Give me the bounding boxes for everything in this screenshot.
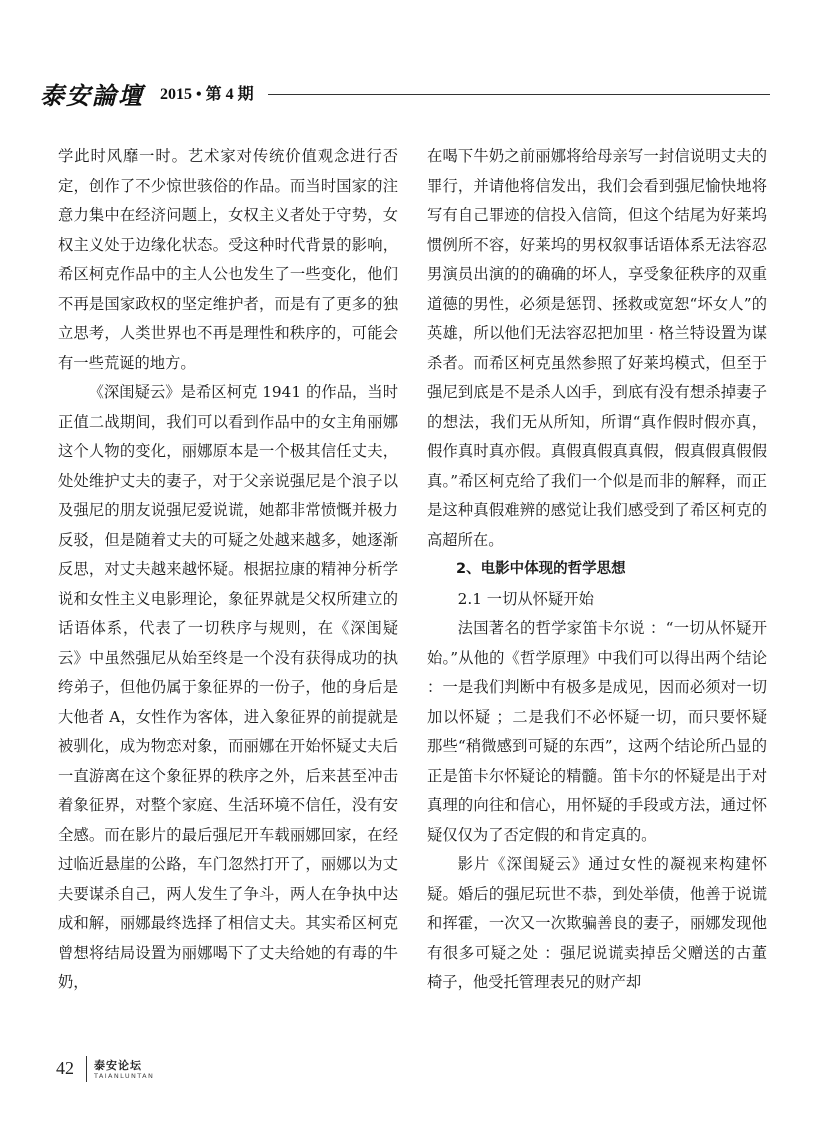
year-issue: 2015 • 第 4 期 [160,86,254,103]
footer-divider [86,1056,87,1082]
body-paragraph: 在喝下牛奶之前丽娜将给母亲写一封信说明丈夫的罪行，并请他将信发出，我们会看到强尼愉快地将写有自己罪迹的信投入信筒，但这个结尾为好莱坞惯例所不容，好莱坞的男权叙事话语体系无法容忍男演员出演的的确确的坏人，享受象征秩序的双重道德的男性，必须是惩罚、拯救或宽恕“坏女人”的英雄，所以他们无法容忍把加里 · 格兰特设置为谋杀者。而希区柯克虽然参照了好莱坞模式，但至于强尼到底是不是杀人凶手，到底有没有想杀掉妻子的想法，我们无从所知，所谓“真作假时假亦真，假作真时真亦假。真假真假真真假，假真假真假假真。”希区柯克给了我们一个似是而非的解释，而正是这种真假难辨的感觉让我们感受到了希区柯克的高超所在。 [427,147,767,549]
header-rule [268,94,770,95]
body-paragraph: 《深闺疑云》是希区柯克 1941 的作品，当时正值二战期间，我们可以看到作品中的女主角丽娜这个人物的变化，丽娜原本是一个极其信任丈夫，处处维护丈夫的妻子，对于父亲说强尼是个浪子以及强尼的朋友说强尼爱说谎，她都非常愤慨并极力反驳，但是随着丈夫的可疑之处越来越多，她逐渐反思，对丈夫越来越怀疑。根据拉康的精神分析学说和女性主义电影理论，象征界就是父权所建立的话语体系，代表了一切秩序与规则，在《深闺疑云》中虽然强尼从始至终是一个没有获得成功的执绔弟子，但他仍属于象征界的一份子，他的身后是大他者 A，女性作为客体，进入象征界的前提就是被驯化，成为物恋对象，而丽娜在开始怀疑丈夫后一直游离在这个象征界的秩序之外，后来甚至冲击着象征界，对整个家庭、生活环境不信任，没有安全感。而在影片的最后强尼开车载丽娜回家，在经过临近悬崖的公路，车门忽然打开了，丽娜以为丈夫要谋杀自己，两人发生了争斗，两人在争执中达成和解，丽娜最终选择了相信丈夫。其实希区柯克曾想将结局设置为丽娜喝下了丈夫给她的有毒的牛奶， [58,383,398,991]
left-column [58,142,398,998]
running-header [40,72,770,110]
subsection-heading: 2.1 一切从怀疑开始 [457,589,594,608]
footer-logo-subtitle: TAIANLUNTAN [94,1072,155,1080]
footer-logo: 泰安论坛 [94,1059,142,1072]
body-paragraph: 学此时风靡一时。艺术家对传统价值观念进行否定，创作了不少惊世骇俗的作品。而当时国家的注意力集中在经济问题上，女权主义者处于守势，女权主义处于边缘化状态。受这种时代背景的影响，希区柯克作品中的主人公也发生了一些变化，他们不再是国家政权的坚定维护者，而是有了更多的独立思考，人类世界也不再是理性和秩序的，可能会有一些荒诞的地方。 [58,147,398,372]
body-paragraph: 法国著名的哲学家笛卡尔说 ：“一切从怀疑开始。”从他的《哲学原理》中我们可以得出两个结论 ：一是我们判断中有极多是成见，因而必须对一切加以怀疑 ；二是我们不必怀疑一切，而只要怀疑那些“稍微感到可疑的东西”，这两个结论所凸显的正是笛卡尔怀疑论的精髓。笛卡尔的怀疑是出于对真理的向往和信心，用怀疑的手段或方法，通过怀疑仅仅为了否定假的和肯定真的。 [427,619,767,844]
page-footer [40,1054,340,1088]
journal-logo: 泰安論壇 [40,81,144,110]
section-heading: 2、电影中体现的哲学思想 [456,561,626,577]
body-paragraph: 影片《深闺疑云》通过女性的凝视来构建怀疑。婚后的强尼玩世不恭，到处举债，他善于说谎和挥霍，一次又一次欺骗善良的妻子，丽娜发现他有很多可疑之处 ：强尼说谎卖掉岳父赠送的古董椅子，他受托管理表兄的财产却 [427,855,767,991]
page-number: 42 [56,1058,74,1078]
right-column [427,142,767,998]
